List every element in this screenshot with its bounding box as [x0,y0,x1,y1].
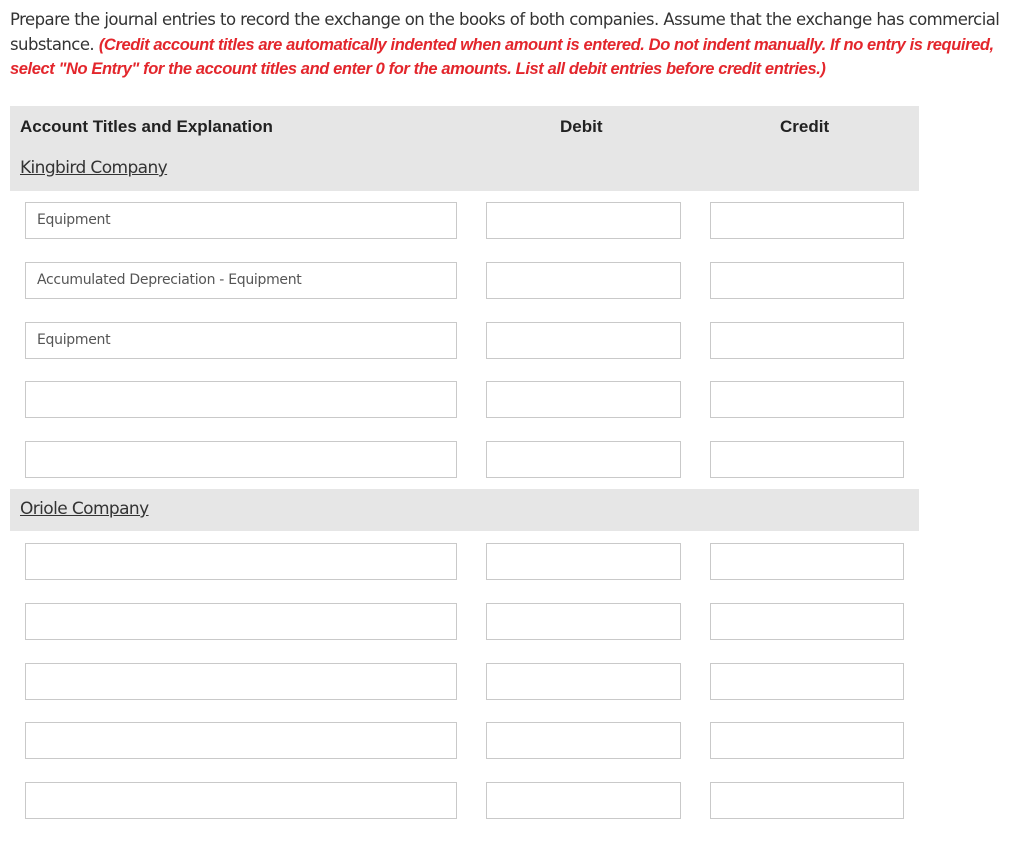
credit-amount-field[interactable] [710,441,904,478]
credit-amount-field[interactable] [710,381,904,418]
account-title-field[interactable] [25,381,457,418]
credit-amount-field[interactable] [710,262,904,299]
credit-amount-field[interactable] [710,782,904,819]
credit-amount-field[interactable] [710,202,904,239]
journal-row [0,262,1028,299]
instructions-text: Prepare the journal entries to record the exchange on the books of both companies. Assume that the exchange has commercial substance. [10,10,1000,54]
journal-row [0,381,1028,418]
journal-row [0,603,1028,640]
journal-row [0,202,1028,239]
debit-amount-field[interactable] [486,722,681,759]
instructions-note: (Credit account titles are automatically indented when amount is entered. Do not indent manually. If no entry is required, select "No Entry" for the account titles and enter 0 for the amounts. List all debit entries before credit entries.) [10,35,994,78]
account-title-field[interactable] [25,782,457,819]
debit-amount-field[interactable] [486,543,681,580]
journal-row [0,322,1028,359]
account-title-field[interactable]: Equipment [25,202,457,239]
debit-column-header: Debit [560,117,603,136]
account-title-field[interactable] [25,603,457,640]
credit-amount-field[interactable] [710,722,904,759]
journal-row [0,543,1028,580]
account-title-field[interactable] [25,722,457,759]
debit-amount-field[interactable] [486,782,681,819]
debit-amount-field[interactable] [486,322,681,359]
oriole-company-link[interactable]: Oriole Company [20,499,149,519]
credit-amount-field[interactable] [710,322,904,359]
debit-amount-field[interactable] [486,603,681,640]
kingbird-company-link[interactable]: Kingbird Company [20,158,168,178]
journal-row [0,722,1028,759]
journal-row [0,441,1028,478]
debit-amount-field[interactable] [486,262,681,299]
journal-row [0,663,1028,700]
credit-amount-field[interactable] [710,663,904,700]
account-title-field[interactable]: Accumulated Depreciation - Equipment [25,262,457,299]
instructions [10,8,1022,82]
account-column-header: Account Titles and Explanation [20,117,273,136]
credit-column-header: Credit [780,117,830,136]
account-title-field[interactable] [25,663,457,700]
debit-amount-field[interactable] [486,381,681,418]
debit-amount-field[interactable] [486,202,681,239]
credit-amount-field[interactable] [710,603,904,640]
account-title-field[interactable] [25,441,457,478]
debit-amount-field[interactable] [486,441,681,478]
debit-amount-field[interactable] [486,663,681,700]
credit-amount-field[interactable] [710,543,904,580]
journal-row [0,782,1028,819]
account-title-field[interactable] [25,543,457,580]
account-title-field[interactable]: Equipment [25,322,457,359]
